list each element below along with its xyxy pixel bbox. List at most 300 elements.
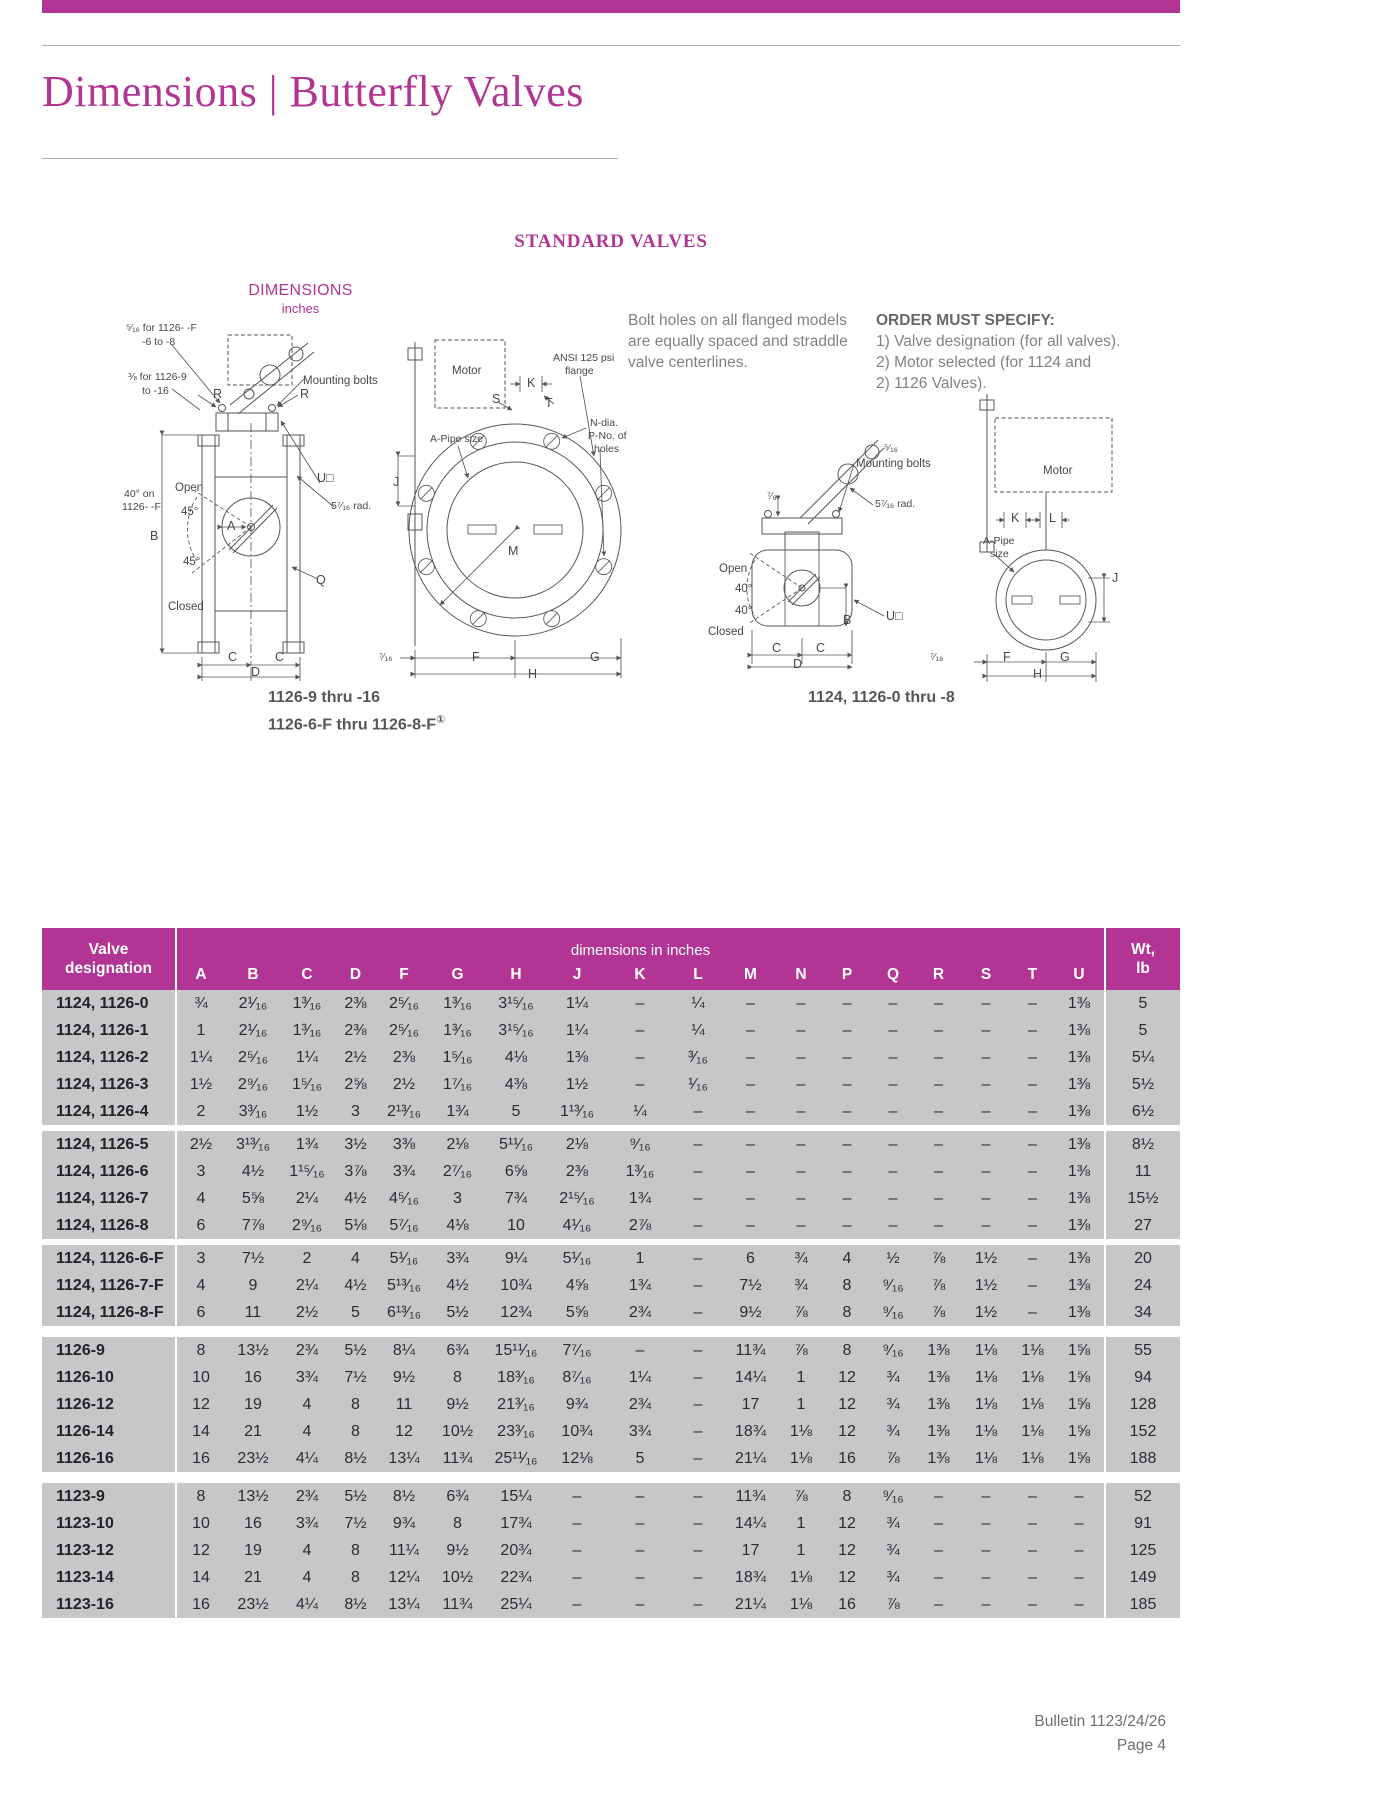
dim-cell-d: 2⅝ <box>344 1075 367 1093</box>
dim-cell-f: 9¾ <box>392 1514 416 1532</box>
dim-cell-t: 1⅛ <box>1021 1395 1044 1413</box>
dim-cell-n: 1 <box>796 1541 806 1559</box>
label-716-1: ⁷⁄₁₆ <box>379 651 393 663</box>
dim-cell-d: 8 <box>351 1541 360 1559</box>
dim-cell-m: – <box>746 994 755 1012</box>
dim-cell-r: – <box>934 1135 943 1153</box>
dim-cell-t: – <box>1028 1276 1037 1294</box>
label-dim-l: L <box>1049 511 1056 525</box>
dim-cell-j: 4¹⁄₁₆ <box>562 1216 592 1234</box>
dim-cell-n: ⅞ <box>794 1487 808 1505</box>
dim-cell-l: – <box>693 1422 703 1440</box>
dim-cell-d: 3⅞ <box>344 1162 367 1180</box>
dim-cell-d: 2½ <box>344 1048 367 1066</box>
label-dim-j-1: J <box>393 475 400 489</box>
dim-cell-s: 1½ <box>974 1303 998 1321</box>
valve-designation-cell: 1123-12 <box>42 1537 177 1564</box>
valve-designation-cell: 1124, 1126-2 <box>42 1044 177 1071</box>
dim-cell-r: – <box>934 1514 943 1532</box>
section-heading: STANDARD VALVES <box>514 231 708 252</box>
dim-cell-k: – <box>635 1541 645 1559</box>
dim-cell-t: – <box>1028 1541 1037 1559</box>
label-bolt-spec-2b: to -16 <box>142 385 169 397</box>
dim-cell-u: 1⅝ <box>1067 1395 1091 1413</box>
dim-cell-k: 1¼ <box>628 1368 652 1386</box>
valve-designation-cell: 1126-14 <box>42 1418 177 1445</box>
caption-left <box>268 686 445 736</box>
dim-cell-h: 4⅜ <box>504 1075 528 1093</box>
dim-cell-k: – <box>635 1048 645 1066</box>
valve-designation-cell: 1123-9 <box>42 1483 177 1510</box>
dim-cell-a: 3 <box>196 1162 206 1180</box>
dim-cell-l: – <box>693 1216 703 1234</box>
footnote-marker: ① <box>436 714 446 726</box>
dim-cell-b: 4½ <box>241 1162 265 1180</box>
valve-designation-cell: 1126-9 <box>42 1337 177 1364</box>
dim-cell-f: 8¼ <box>392 1341 416 1359</box>
dim-cell-u: 1⅜ <box>1067 1303 1091 1321</box>
dim-cell-d: 8 <box>351 1568 360 1586</box>
dim-cell-r: – <box>934 1487 943 1505</box>
dim-cell-n: – <box>796 1048 806 1066</box>
dim-cell-f: 2¹³⁄₁₆ <box>386 1102 422 1120</box>
page-title: Dimensions | Butterfly Valves <box>42 67 584 116</box>
label-bolt-spec-1: ⁵⁄₁₆ for 1126- -F <box>126 322 197 334</box>
table-row <box>42 1272 1180 1299</box>
label-mounting-bolts-1: Mounting bolts <box>303 375 378 387</box>
label-a-pipe-2a: A-Pipe <box>983 535 1015 547</box>
dim-cell-g: 4½ <box>446 1276 469 1294</box>
dim-cell-q: – <box>888 1075 898 1093</box>
dim-cell-h: 5 <box>511 1102 521 1120</box>
footer-bulletin: Bulletin 1123/24/26 <box>1034 1713 1166 1730</box>
dim-cell-b: 13½ <box>237 1341 269 1359</box>
dim-cell-r: 1⅜ <box>927 1341 950 1359</box>
table-row <box>42 1131 1180 1158</box>
dim-cell-q: ⁹⁄₁₆ <box>882 1341 904 1359</box>
dim-cell-b: 5⅝ <box>241 1189 265 1207</box>
dimensions-heading-units: inches <box>281 301 320 316</box>
dim-cell-l: – <box>693 1487 703 1505</box>
dim-cell-b: 19 <box>244 1395 262 1413</box>
dim-cell-j: 2⅜ <box>565 1162 589 1180</box>
dim-cell-b: 7⅞ <box>241 1216 265 1234</box>
dim-cell-c: 2½ <box>295 1303 319 1321</box>
dim-cell-k: – <box>635 1021 645 1039</box>
column-header-l: L <box>693 966 703 983</box>
weight-cell: 128 <box>1104 1391 1180 1418</box>
dim-cell-l: ¹⁄₁₆ <box>688 1075 708 1093</box>
dim-cell-s: 1⅛ <box>974 1395 998 1413</box>
dim-cell-a: 2 <box>196 1102 206 1120</box>
dim-cell-b: 21 <box>244 1568 262 1586</box>
weight-cell: 5½ <box>1104 1071 1180 1098</box>
dim-cell-a: 3 <box>196 1249 206 1267</box>
dim-cell-c: 3¾ <box>295 1368 319 1386</box>
label-dim-k-2: K <box>1011 511 1020 525</box>
label-bolt-spec-2: ⅜ for 1126-9 <box>128 371 187 383</box>
dim-cell-n: 1⅛ <box>789 1595 813 1613</box>
label-dim-s: S <box>492 392 501 406</box>
dim-cell-d: 7½ <box>344 1514 367 1532</box>
dim-cell-u: 1⅜ <box>1067 1189 1091 1207</box>
dim-cell-l: – <box>693 1276 703 1294</box>
column-header-j: J <box>572 966 582 983</box>
weight-cell: 149 <box>1104 1564 1180 1591</box>
valve-designation-cell: 1124, 1126-4 <box>42 1098 177 1125</box>
dim-cell-q: ¾ <box>886 1368 900 1386</box>
dim-cell-t: – <box>1028 1048 1037 1066</box>
column-header-f: F <box>399 966 409 983</box>
dim-cell-l: – <box>693 1514 703 1532</box>
dim-cell-p: 4 <box>842 1249 852 1267</box>
dim-cell-p: 8 <box>842 1487 852 1505</box>
dim-cell-k: 1¾ <box>628 1276 652 1294</box>
dim-cell-l: – <box>693 1162 703 1180</box>
dim-cell-j: 9¾ <box>565 1395 589 1413</box>
dim-cell-t: – <box>1028 1135 1037 1153</box>
dim-cell-h: 25¹¹⁄₁₆ <box>494 1449 538 1467</box>
dim-cell-s: – <box>981 1162 991 1180</box>
dim-cell-m: 18¾ <box>734 1568 767 1586</box>
dim-cell-n: – <box>796 994 806 1012</box>
dim-cell-k: ⁹⁄₁₆ <box>629 1135 651 1153</box>
valve-designation-cell: 1124, 1126-8 <box>42 1212 177 1239</box>
label-40deg-on: 40° on <box>124 488 155 500</box>
column-header-t: T <box>1027 966 1038 983</box>
dim-cell-b: 2¹⁄₁₆ <box>238 994 268 1012</box>
dim-cell-f: 2⁵⁄₁₆ <box>388 1021 420 1039</box>
dim-cell-h: 7¾ <box>504 1189 528 1207</box>
dim-cell-q: ½ <box>886 1249 900 1267</box>
dim-cell-b: 2¹⁄₁₆ <box>238 1021 268 1039</box>
dim-cell-k: – <box>635 1487 645 1505</box>
dim-cell-f: 2½ <box>392 1075 416 1093</box>
dim-cell-r: 1⅜ <box>927 1368 950 1386</box>
dim-cell-d: 3 <box>351 1102 360 1120</box>
dim-cell-m: – <box>746 1075 755 1093</box>
table-row <box>42 1591 1180 1618</box>
weight-cell: 55 <box>1104 1337 1180 1364</box>
dim-cell-k: 2⅞ <box>628 1216 652 1234</box>
dim-cell-u: 1⅜ <box>1067 1216 1091 1234</box>
dimensions-in-inches-header: dimensions in inches <box>570 942 711 959</box>
footer-page-number: Page 4 <box>1116 1737 1166 1754</box>
table-row <box>42 1364 1180 1391</box>
dim-cell-f: 11 <box>395 1395 413 1413</box>
weight-cell: 5 <box>1104 990 1180 1017</box>
dim-cell-c: 1⁵⁄₁₆ <box>291 1075 323 1093</box>
dim-cell-g: 6¾ <box>446 1487 469 1505</box>
dim-cell-q: ¾ <box>886 1541 900 1559</box>
dim-cell-d: 2⅜ <box>344 994 367 1012</box>
weight-cell: 185 <box>1104 1591 1180 1618</box>
dim-cell-a: 12 <box>192 1395 210 1413</box>
label-radius-1: 5⁷⁄₁₆ rad. <box>331 500 372 512</box>
dim-cell-l: – <box>693 1341 703 1359</box>
dim-cell-l: – <box>693 1541 703 1559</box>
dim-cell-d: 8 <box>351 1422 360 1440</box>
dim-cell-m: 21¼ <box>734 1595 767 1613</box>
dim-cell-l: – <box>693 1249 703 1267</box>
dim-cell-p: 12 <box>838 1514 856 1532</box>
dim-cell-u: 1⅝ <box>1067 1368 1091 1386</box>
label-40deg-2: 40° <box>735 605 753 617</box>
weight-cell: 8½ <box>1104 1131 1180 1158</box>
weight-cell: 5¼ <box>1104 1044 1180 1071</box>
dim-cell-r: – <box>934 1048 943 1066</box>
label-dim-c1-2: C <box>772 641 782 655</box>
label-mounting-bolts-2: Mounting bolts <box>856 458 931 470</box>
dim-cell-h: 10 <box>507 1216 525 1234</box>
dim-cell-h: 18³⁄₁₆ <box>497 1368 535 1386</box>
valve-designation-cell: 1124, 1126-1 <box>42 1017 177 1044</box>
order-line-3: 2) 1126 Valves). <box>876 375 987 392</box>
dim-cell-b: 7½ <box>241 1249 265 1267</box>
label-motor-2: Motor <box>1043 465 1073 477</box>
dim-cell-d: 8½ <box>344 1449 367 1467</box>
dim-cell-l: ¼ <box>691 1021 705 1039</box>
dim-cell-d: 4 <box>351 1249 360 1267</box>
dim-cell-k: 1 <box>635 1249 645 1267</box>
valve-designation-cell: 1124, 1126-8-F <box>42 1299 177 1326</box>
label-dim-b-2: B <box>843 613 852 627</box>
dim-cell-u: 1⅜ <box>1067 1021 1091 1039</box>
dim-cell-u: 1⅜ <box>1067 994 1091 1012</box>
dim-cell-c: 4 <box>302 1541 312 1559</box>
column-header-b: B <box>247 966 259 983</box>
dim-cell-n: 1 <box>796 1395 806 1413</box>
label-n-dia: N-dia. <box>590 417 619 429</box>
dim-cell-d: 8 <box>351 1395 360 1413</box>
dim-cell-a: 14 <box>192 1568 210 1586</box>
dim-cell-p: – <box>842 1162 852 1180</box>
table-group-1 <box>42 990 1180 1125</box>
dim-cell-m: 21¼ <box>734 1449 767 1467</box>
dim-cell-h: 3¹⁵⁄₁₆ <box>498 994 534 1012</box>
column-header-s: S <box>980 966 992 983</box>
weight-cell: 5 <box>1104 1017 1180 1044</box>
dim-cell-g: 6¾ <box>446 1341 469 1359</box>
dim-cell-r: – <box>934 1595 943 1613</box>
dim-cell-l: – <box>693 1368 703 1386</box>
weight-cell: 91 <box>1104 1510 1180 1537</box>
column-header-a: A <box>195 966 207 983</box>
valve-designation-cell: 1126-16 <box>42 1445 177 1472</box>
column-header-r: R <box>932 966 945 983</box>
valve-designation-cell: 1126-12 <box>42 1391 177 1418</box>
column-header-k: K <box>634 966 646 983</box>
dim-cell-c: 1¾ <box>295 1135 319 1153</box>
label-a-pipe-2b: size <box>990 548 1009 560</box>
dim-cell-u: 1⅝ <box>1067 1422 1091 1440</box>
dim-cell-f: 9½ <box>392 1368 416 1386</box>
dim-cell-q: – <box>888 994 898 1012</box>
dim-cell-n: – <box>796 1021 806 1039</box>
dim-cell-q: ⅞ <box>886 1595 900 1613</box>
dim-cell-u: – <box>1074 1487 1084 1505</box>
dim-cell-q: – <box>888 1162 898 1180</box>
dim-cell-q: ¾ <box>886 1514 900 1532</box>
dim-cell-m: 6 <box>746 1249 755 1267</box>
dim-cell-t: 1⅛ <box>1021 1368 1044 1386</box>
dim-cell-s: 1⅛ <box>974 1422 998 1440</box>
dim-cell-p: 12 <box>838 1368 856 1386</box>
dim-cell-p: – <box>842 1048 852 1066</box>
dim-cell-t: – <box>1028 1514 1037 1532</box>
dim-cell-j: 1¼ <box>565 994 589 1012</box>
dim-cell-u: 1⅜ <box>1067 1048 1091 1066</box>
dim-cell-j: – <box>572 1514 582 1532</box>
dim-cell-t: – <box>1028 1249 1037 1267</box>
dim-cell-t: – <box>1028 1075 1037 1093</box>
dim-cell-h: 12¾ <box>500 1303 532 1321</box>
label-motor-1: Motor <box>452 365 482 377</box>
dim-cell-s: – <box>981 994 991 1012</box>
dim-cell-n: 1⅛ <box>789 1449 813 1467</box>
dim-cell-p: 12 <box>838 1541 856 1559</box>
dim-cell-r: – <box>934 1216 943 1234</box>
dim-cell-q: ⁹⁄₁₆ <box>882 1303 904 1321</box>
dim-cell-k: – <box>635 994 645 1012</box>
label-dim-f-1: F <box>472 650 480 664</box>
dim-cell-j: 1½ <box>565 1075 589 1093</box>
dim-cell-a: 1 <box>196 1021 206 1039</box>
dim-cell-n: 1 <box>796 1514 806 1532</box>
dim-cell-u: – <box>1074 1568 1084 1586</box>
table-row <box>42 1418 1180 1445</box>
dim-cell-n: ⅞ <box>794 1341 808 1359</box>
dim-cell-t: 1⅛ <box>1021 1449 1044 1467</box>
column-header-n: N <box>795 966 807 983</box>
label-dim-f-2: F <box>1003 650 1011 664</box>
dim-cell-q: – <box>888 1135 898 1153</box>
dim-cell-t: – <box>1028 1189 1037 1207</box>
dim-cell-s: 1⅛ <box>974 1449 998 1467</box>
label-45deg-b: 45° <box>183 556 201 568</box>
dim-cell-n: – <box>796 1162 806 1180</box>
dim-cell-t: – <box>1028 1595 1037 1613</box>
dim-cell-g: 9½ <box>446 1395 469 1413</box>
diagram-front-view-small <box>920 382 1142 687</box>
column-header-h: H <box>510 966 522 983</box>
dim-cell-h: 21³⁄₁₆ <box>497 1395 535 1413</box>
weight-cell: 15½ <box>1104 1185 1180 1212</box>
dim-cell-d: 3½ <box>344 1135 367 1153</box>
dim-cell-s: 1½ <box>974 1276 998 1294</box>
dim-cell-n: – <box>796 1075 806 1093</box>
valve-designation-cell: 1123-16 <box>42 1591 177 1618</box>
dim-cell-p: 12 <box>838 1395 856 1413</box>
label-dim-k-1: K <box>527 376 536 390</box>
dim-cell-b: 3³⁄₁₆ <box>238 1102 268 1120</box>
dim-cell-d: 5½ <box>344 1341 367 1359</box>
dim-cell-k: – <box>635 1595 645 1613</box>
dim-cell-s: – <box>981 1021 991 1039</box>
dim-cell-j: 10¾ <box>561 1422 593 1440</box>
weight-cell: 27 <box>1104 1212 1180 1239</box>
column-header-c: C <box>301 966 313 983</box>
table-row <box>42 1391 1180 1418</box>
dim-cell-d: 4½ <box>344 1189 367 1207</box>
valve-designation-cell: 1124, 1126-7-F <box>42 1272 177 1299</box>
dim-cell-g: 11¾ <box>442 1595 473 1613</box>
label-radius-2: 5⁷⁄₁₆ rad. <box>875 498 916 510</box>
dim-cell-k: 2¾ <box>628 1395 652 1413</box>
dim-cell-c: 3¾ <box>295 1514 319 1532</box>
dim-cell-m: 11¾ <box>735 1341 766 1359</box>
dim-cell-g: 1⁵⁄₁₆ <box>442 1048 473 1066</box>
dim-cell-r: ⅞ <box>931 1276 946 1294</box>
dim-cell-r: – <box>934 1021 943 1039</box>
valve-designation-cell: 1124, 1126-7 <box>42 1185 177 1212</box>
table-row <box>42 1158 1180 1185</box>
dim-cell-n: ¾ <box>794 1249 808 1267</box>
dim-cell-c: 2¾ <box>295 1487 319 1505</box>
dim-cell-c: 4 <box>302 1422 312 1440</box>
dim-cell-j: 2⅛ <box>565 1135 589 1153</box>
label-closed-1: Closed <box>168 601 204 613</box>
valve-designation-cell: 1124, 1126-6 <box>42 1158 177 1185</box>
label-78: ⁷⁄₈ <box>767 490 777 502</box>
dim-cell-r: – <box>934 1568 943 1586</box>
label-ansi-flange: ANSI 125 psi <box>553 352 615 364</box>
weight-cell: 11 <box>1104 1158 1180 1185</box>
column-header-g: G <box>451 966 464 983</box>
dim-cell-m: 9½ <box>739 1303 762 1321</box>
dim-cell-f: 11¼ <box>389 1541 419 1559</box>
dim-cell-j: 1⅜ <box>565 1048 589 1066</box>
dim-cell-u: 1⅜ <box>1067 1162 1091 1180</box>
dim-cell-j: 12⅛ <box>561 1449 593 1467</box>
dim-cell-g: 1³⁄₁₆ <box>443 1021 472 1039</box>
label-dim-h-1: H <box>528 667 538 681</box>
dim-cell-a: 1¼ <box>189 1048 213 1066</box>
dim-cell-m: – <box>746 1135 755 1153</box>
valve-designation-cell: 1123-10 <box>42 1510 177 1537</box>
dim-cell-a: 8 <box>196 1341 206 1359</box>
dim-cell-u: 1⅜ <box>1067 1135 1091 1153</box>
label-716-2: ⁷⁄₁₆ <box>930 651 944 663</box>
column-header-u: U <box>1073 966 1085 983</box>
dim-cell-s: – <box>981 1189 991 1207</box>
dim-cell-t: – <box>1028 1568 1037 1586</box>
label-bolt-spec-1b: -6 to -8 <box>142 336 176 348</box>
dim-cell-u: – <box>1074 1541 1084 1559</box>
caption-left-line2: 1126-6-F thru 1126-8-F① <box>268 714 446 734</box>
dim-cell-g: 8 <box>453 1368 462 1386</box>
order-title: ORDER MUST SPECIFY: <box>876 312 1055 329</box>
dim-cell-p: – <box>842 994 852 1012</box>
label-r-right: R <box>300 387 310 401</box>
label-r-left: R <box>213 387 223 401</box>
dimensions-heading: DIMENSIONS <box>248 282 353 299</box>
dim-cell-l: – <box>693 1568 703 1586</box>
dim-cell-b: 21 <box>244 1422 262 1440</box>
dim-cell-f: 13¼ <box>388 1595 420 1613</box>
dim-cell-a: 10 <box>192 1368 210 1386</box>
dim-cell-j: 7⁷⁄₁₆ <box>562 1341 592 1359</box>
dim-cell-g: 1¾ <box>446 1102 469 1120</box>
table-row <box>42 1071 1180 1098</box>
dim-cell-h: 15¼ <box>500 1487 532 1505</box>
label-dim-g-1: G <box>590 650 600 664</box>
dim-cell-p: 12 <box>838 1568 856 1586</box>
label-dim-d-2: D <box>793 657 803 671</box>
dim-cell-r: 1⅜ <box>927 1395 950 1413</box>
table-row <box>42 1044 1180 1071</box>
dim-cell-m: 11¾ <box>735 1487 766 1505</box>
